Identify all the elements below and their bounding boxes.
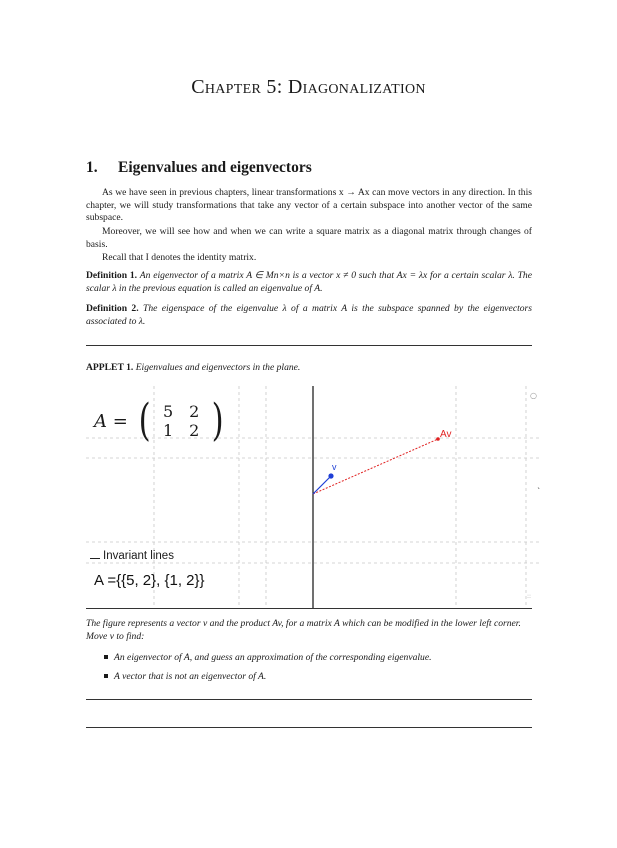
invariant-lines-label: Invariant lines xyxy=(103,550,174,562)
applet-caption xyxy=(86,362,300,373)
matrix-display xyxy=(94,395,227,446)
right-paren: ) xyxy=(211,395,224,446)
matrix-cell: 2 xyxy=(189,421,200,440)
matrix-lhs: A = xyxy=(94,410,128,432)
matrix-cell: 2 xyxy=(189,402,200,421)
product-label: Av xyxy=(440,429,452,440)
invariant-lines-toggle[interactable] xyxy=(90,550,174,562)
section-number: 1. xyxy=(86,159,98,176)
definition-2 xyxy=(86,303,532,328)
matrix-input[interactable]: A ={{5, 2}, {1, 2}} xyxy=(94,572,205,589)
matrix-row xyxy=(155,402,207,421)
matrix-cell: 1 xyxy=(162,421,174,440)
list-item: An eigenvector of A, and guess an approximation of the corresponding eigenvalue. xyxy=(104,652,532,671)
checkbox-icon[interactable] xyxy=(90,550,100,559)
divider-bottom-2 xyxy=(86,727,532,728)
matrix-row xyxy=(155,421,207,440)
applet-label: APPLET 1. xyxy=(86,362,134,373)
applet-bottom-rule xyxy=(86,608,532,609)
refresh-icon[interactable]: ○ xyxy=(530,391,537,400)
divider-top xyxy=(86,345,532,346)
vector-v xyxy=(313,476,331,494)
vector-label: v xyxy=(332,462,337,472)
matrix-cell: 5 xyxy=(162,402,174,421)
corner-marker: :: xyxy=(527,593,532,600)
matrix-table xyxy=(155,402,207,440)
applet-title: Eigenvalues and eigenvectors in the plane. xyxy=(135,362,301,373)
list-item: A vector that is not an eigenvector of A. xyxy=(104,671,532,690)
paragraph-identity: Recall that I denotes the identity matrix. xyxy=(102,252,257,263)
definition-1-label: Definition 1. xyxy=(86,270,138,281)
paragraph-intro: As we have seen in previous chapters, linear transformations x → Ax can move vectors in any direction. In this chapter, we will study transformations that take any vector of a certain subspace into another vector of the same subspace. xyxy=(86,187,532,224)
left-paren: ( xyxy=(138,395,151,446)
task-list xyxy=(104,652,532,690)
figure-caption: The figure represents a vector v and the product Av, for a matrix A which can be modified in the lower left corner. Move v to find: xyxy=(86,618,521,642)
definition-1 xyxy=(86,270,532,295)
divider-bottom-1 xyxy=(86,699,532,700)
scroll-indicator: ` xyxy=(537,487,541,496)
definition-2-label: Definition 2. xyxy=(86,303,139,314)
definition-2-body: The eigenspace of the eigenvalue λ of a matrix A is the subspace spanned by the eigenvectors associated to λ. xyxy=(86,303,533,327)
chapter-title: Chapter 5: Diagonalization xyxy=(191,76,426,98)
section-title: Eigenvalues and eigenvectors xyxy=(118,159,312,176)
section-heading xyxy=(86,159,312,177)
vector-v-handle[interactable] xyxy=(328,473,333,478)
definition-1-body: An eigenvector of a matrix A ∈ Mn×n is a vector x ≠ 0 such that Ax = λx for a certain scalar λ. The scalar λ in the previous equation is called an eigenvalue of A. xyxy=(86,270,532,294)
applet-canvas[interactable] xyxy=(86,386,542,608)
paragraph-diagonal: Moreover, we will see how and when we can write a square matrix as a diagonal matrix through changes of basis. xyxy=(86,226,532,250)
